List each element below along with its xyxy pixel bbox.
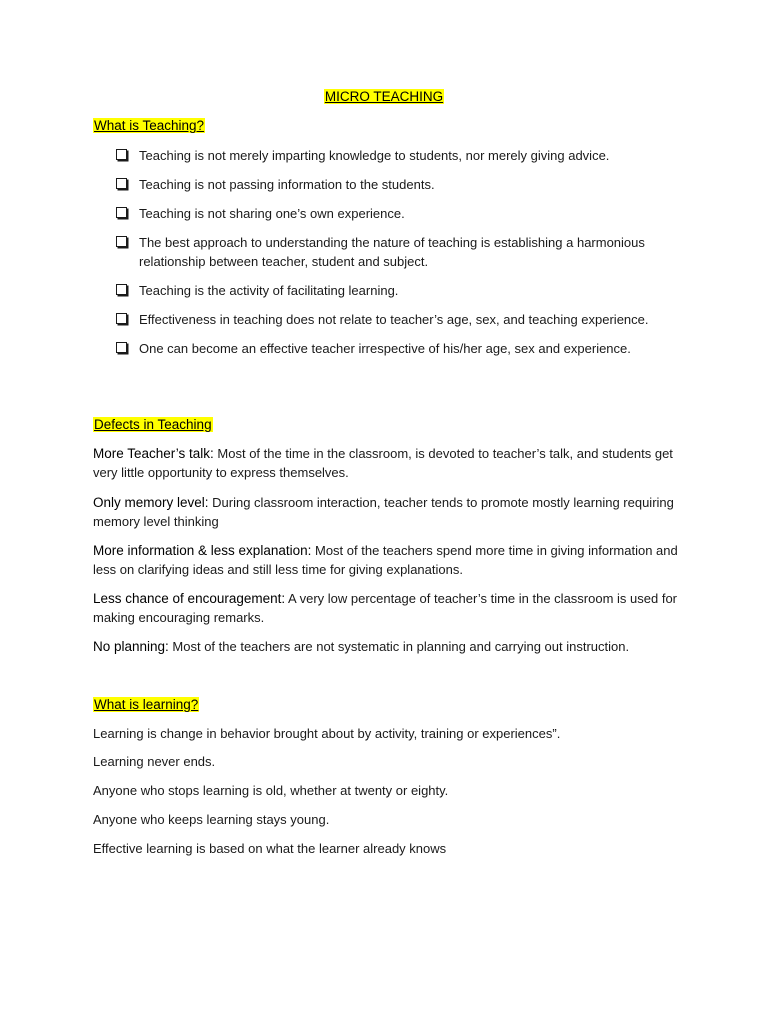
section-heading-what-is-teaching: What is Teaching? (94, 118, 205, 133)
defect-term: Only memory level: (93, 495, 209, 510)
defect-paragraph-encouragement: Less chance of encouragement: A very low percentage of teacher’s time in the classroom is used for making encouraging remarks. (93, 591, 678, 625)
document-title-text: MICRO TEACHING (324, 89, 444, 104)
defect-paragraph-no-planning: No planning: Most of the teachers are not systematic in planning and carrying out instruction. (93, 639, 630, 654)
document-title (0, 88, 768, 106)
learning-line: Effective learning is based on what the learner already knows (93, 841, 447, 856)
defect-term: More Teacher’s talk: (93, 446, 214, 461)
learning-line: Anyone who stops learning is old, whether at twenty or eighty. (93, 783, 449, 798)
learning-line: Anyone who keeps learning stays young. (93, 812, 330, 827)
list-item: The best approach to understanding the nature of teaching is establishing a harmonious relationship between teacher, student and subject. (113, 233, 683, 271)
defect-term: More information & less explanation: (93, 543, 312, 558)
learning-line: Learning never ends. (93, 754, 216, 769)
checkbox-bullet-icon (116, 284, 127, 295)
checkbox-bullet-icon (116, 342, 127, 353)
list-item: Teaching is the activity of facilitating learning. (113, 281, 683, 300)
checkbox-bullet-icon (116, 207, 127, 218)
list-item: Teaching is not sharing one’s own experience. (113, 204, 683, 223)
learning-line: Learning is change in behavior brought about by activity, training or experiences”. (93, 726, 561, 741)
defect-paragraph-teacher-talk: More Teacher’s talk: Most of the time in the classroom, is devoted to teacher’s talk, and students get very little opportunity to express themselves. (93, 446, 673, 480)
list-item: One can become an effective teacher irrespective of his/her age, sex and experience. (113, 339, 683, 358)
checkbox-bullet-icon (116, 178, 127, 189)
checkbox-bullet-icon (116, 236, 127, 247)
teaching-bullet-list (113, 146, 683, 368)
defect-paragraph-memory-level: Only memory level: During classroom interaction, teacher tends to promote mostly learning requiring memory level thinking (93, 495, 674, 529)
list-item: Teaching is not passing information to the students. (113, 175, 683, 194)
list-item: Teaching is not merely imparting knowledge to students, nor merely giving advice. (113, 146, 683, 165)
section-heading-what-is-learning: What is learning? (94, 697, 199, 712)
checkbox-bullet-icon (116, 313, 127, 324)
defect-paragraph-information: More information & less explanation: Most of the teachers spend more time in giving information and less on clarifying ideas and still less time for giving explanations. (93, 543, 678, 577)
checkbox-bullet-icon (116, 149, 127, 160)
section-heading-defects-in-teaching: Defects in Teaching (94, 417, 212, 432)
defect-term: Less chance of encouragement: (93, 591, 286, 606)
list-item: Effectiveness in teaching does not relate to teacher’s age, sex, and teaching experience. (113, 310, 683, 329)
defect-term: No planning: (93, 639, 169, 654)
